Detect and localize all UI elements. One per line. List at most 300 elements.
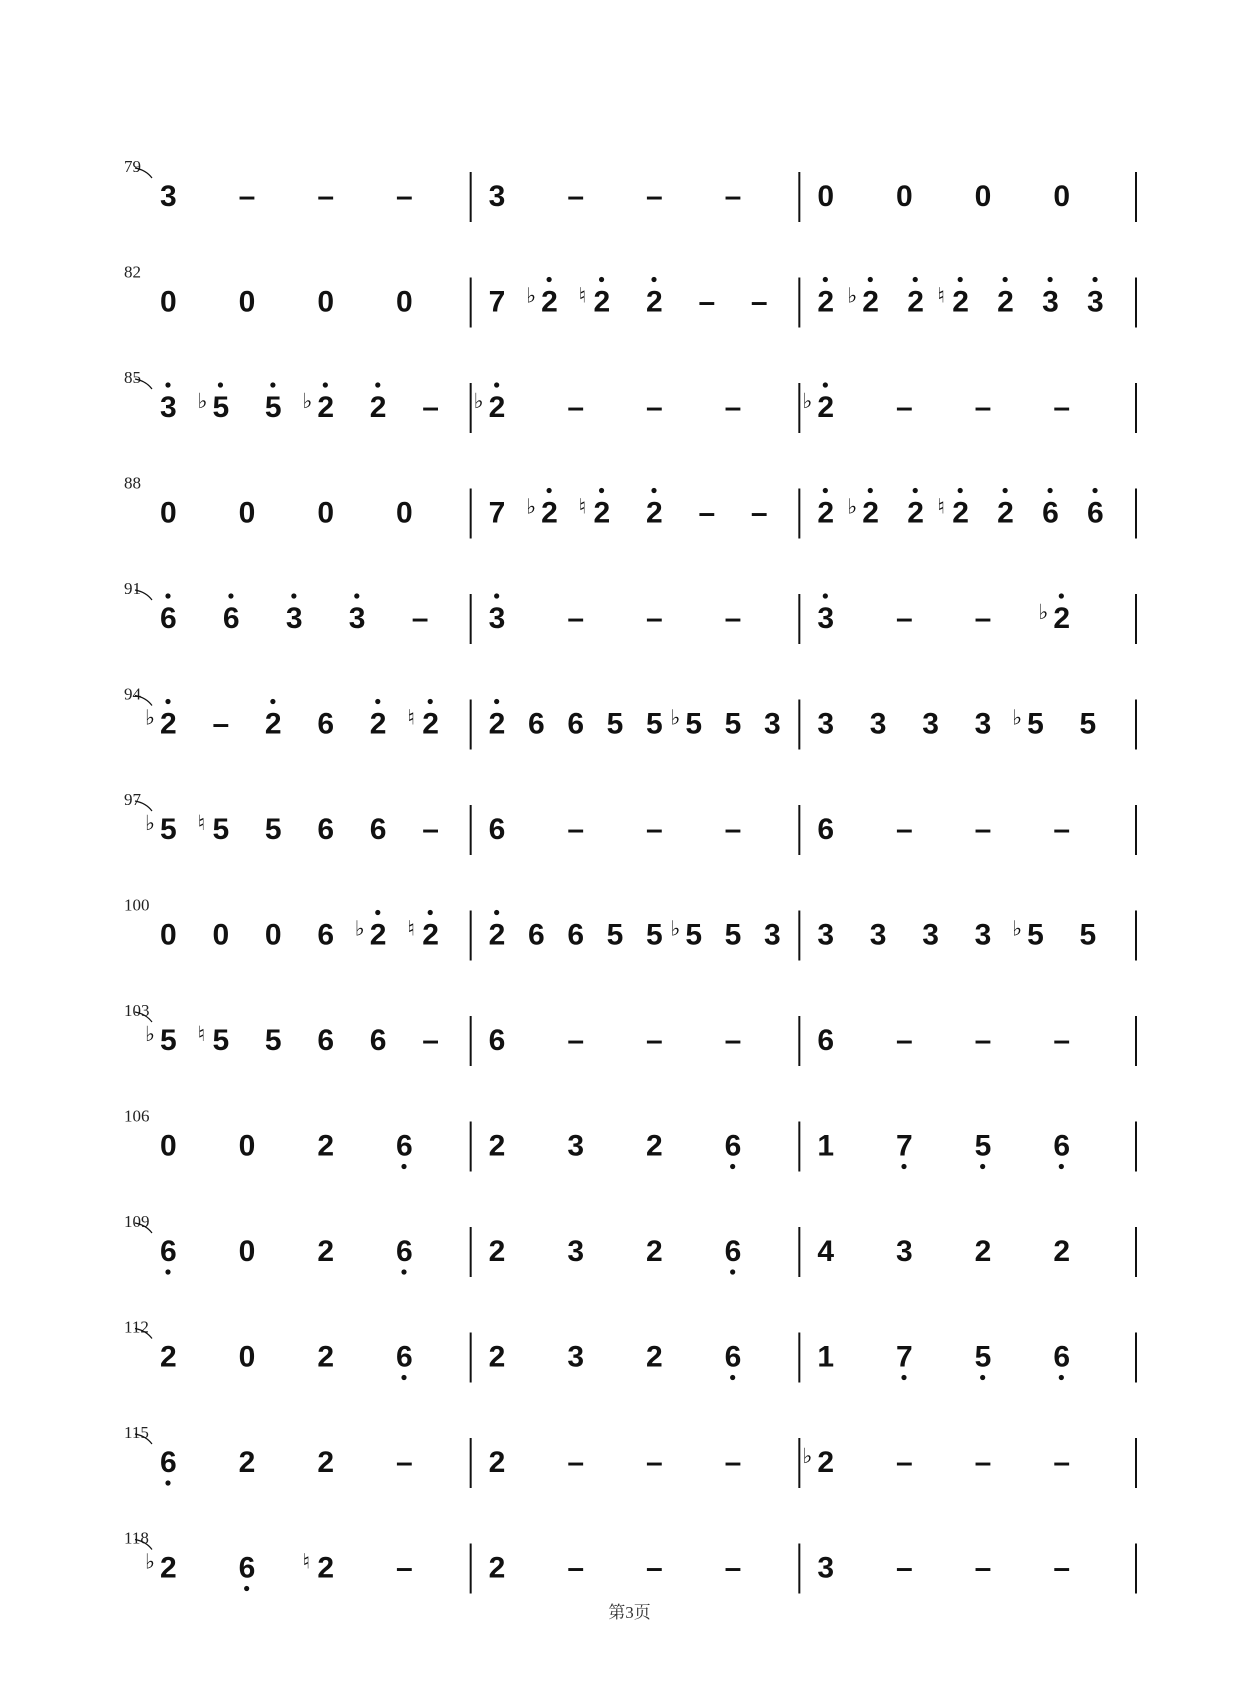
flat-accidental: ♭ — [670, 916, 681, 941]
note: 1 — [817, 1129, 835, 1163]
note: 2 — [317, 1129, 335, 1163]
note: 5 — [264, 391, 282, 424]
note: 2 — [646, 496, 663, 530]
octave-dot-high — [1003, 277, 1008, 282]
note: 3 — [817, 707, 835, 741]
measure-number: 82 — [124, 262, 141, 282]
note: 3 — [764, 918, 781, 952]
note: 2 — [160, 1340, 177, 1374]
octave-dot-low — [1059, 1375, 1064, 1380]
sustain-dash: – — [422, 1024, 439, 1057]
note: 2 — [238, 1446, 256, 1479]
note: 2 — [646, 1340, 663, 1374]
note: 0 — [817, 180, 835, 213]
sustain-dash: – — [896, 1551, 913, 1585]
measure-number: 88 — [124, 473, 141, 493]
natural-accidental: ♮ — [578, 494, 587, 519]
octave-dot-low — [401, 1375, 406, 1380]
sustain-dash: – — [567, 180, 585, 213]
octave-dot-high — [958, 488, 963, 493]
octave-dot-low — [901, 1164, 906, 1169]
sustain-dash: – — [1053, 1551, 1071, 1585]
note: 5 — [160, 813, 177, 846]
note: 3 — [974, 707, 992, 741]
note: 2 — [907, 496, 924, 530]
note: 6 — [160, 1446, 177, 1479]
octave-dot-high — [270, 699, 275, 704]
sustain-dash: – — [396, 1551, 413, 1585]
octave-dot-high — [823, 488, 828, 493]
octave-dot-high — [494, 593, 499, 598]
note: 3 — [567, 1340, 585, 1374]
measure-number: 106 — [124, 1106, 150, 1126]
note: 2 — [317, 391, 335, 424]
octave-dot-high — [165, 382, 170, 387]
flat-accidental: ♭ — [354, 916, 365, 941]
sustain-dash: – — [1053, 391, 1071, 424]
note: 0 — [238, 1340, 256, 1374]
note: 5 — [724, 918, 742, 952]
sustain-dash: – — [896, 1446, 913, 1479]
note: 2 — [997, 285, 1014, 319]
note: 5 — [1027, 918, 1044, 952]
octave-dot-low — [901, 1375, 906, 1380]
note: 4 — [817, 1235, 835, 1268]
flat-accidental: ♭ — [847, 494, 858, 519]
note: 6 — [369, 813, 387, 846]
note: 2 — [593, 496, 611, 530]
note: 5 — [264, 813, 282, 846]
note: 2 — [541, 285, 558, 319]
sustain-dash: – — [974, 813, 992, 846]
note: 2 — [160, 1551, 177, 1585]
note: 2 — [952, 496, 969, 530]
measure-number: 97 — [124, 790, 141, 809]
note: 2 — [488, 391, 506, 424]
note: 5 — [685, 918, 703, 952]
note: 2 — [317, 1340, 335, 1374]
sustain-dash: – — [422, 391, 439, 424]
note: 6 — [528, 707, 545, 741]
sustain-dash: – — [724, 602, 742, 635]
octave-dot-high — [428, 910, 433, 915]
note: 5 — [212, 813, 230, 846]
measure-number: 94 — [124, 684, 141, 704]
note: 2 — [646, 1129, 663, 1163]
flat-accidental: ♭ — [145, 1022, 155, 1046]
note: 2 — [422, 918, 439, 952]
sustain-dash: – — [974, 1551, 992, 1585]
flat-accidental: ♭ — [1012, 916, 1023, 941]
note: 2 — [541, 496, 558, 530]
sustain-dash: – — [750, 496, 768, 530]
note: 3 — [1042, 285, 1059, 319]
measure-number: 100 — [124, 895, 150, 915]
octave-dot-low — [980, 1375, 985, 1380]
octave-dot-high — [651, 488, 656, 493]
note: 6 — [1053, 1340, 1071, 1374]
sustain-dash: – — [646, 1446, 663, 1479]
octave-dot-low — [401, 1269, 406, 1274]
sustain-dash: – — [396, 180, 413, 213]
sustain-dash: – — [724, 1024, 742, 1057]
sustain-dash: – — [646, 813, 663, 846]
note: 0 — [238, 1129, 256, 1163]
sustain-dash: – — [646, 602, 663, 635]
note: 6 — [1087, 496, 1104, 530]
octave-dot-high — [651, 277, 656, 282]
note: 6 — [160, 1235, 177, 1268]
sustain-dash: – — [724, 391, 742, 424]
note: 7 — [488, 285, 506, 319]
sustain-dash: – — [567, 1551, 585, 1585]
flat-accidental: ♭ — [847, 283, 858, 308]
note: 2 — [160, 707, 177, 741]
note: 2 — [974, 1235, 992, 1268]
octave-dot-high — [494, 382, 499, 387]
sustain-dash: – — [1053, 1446, 1071, 1479]
octave-dot-high — [823, 382, 828, 387]
note: 2 — [488, 1551, 506, 1585]
sustain-dash: – — [724, 1446, 742, 1479]
note: 5 — [606, 918, 624, 952]
octave-dot-low — [401, 1164, 406, 1169]
note: 2 — [997, 496, 1014, 530]
natural-accidental: ♮ — [407, 916, 415, 941]
natural-accidental: ♮ — [197, 811, 205, 835]
note: 0 — [238, 496, 256, 530]
note: 2 — [264, 707, 282, 741]
measure-number: 91 — [124, 579, 141, 598]
flat-accidental: ♭ — [1012, 705, 1023, 730]
sustain-dash: – — [896, 1024, 913, 1057]
sustain-dash: – — [1053, 1024, 1071, 1057]
note: 3 — [567, 1235, 585, 1268]
note: 2 — [369, 707, 387, 741]
octave-dot-high — [823, 277, 828, 282]
sustain-dash: – — [974, 602, 992, 635]
natural-accidental: ♮ — [407, 705, 415, 730]
flat-accidental: ♭ — [145, 811, 155, 835]
octave-dot-high — [1059, 593, 1064, 598]
flat-accidental: ♭ — [526, 283, 537, 308]
octave-dot-high — [913, 488, 918, 493]
note: 2 — [422, 707, 439, 741]
octave-dot-high — [375, 910, 380, 915]
note: 2 — [907, 285, 924, 319]
sustain-dash: – — [974, 1024, 992, 1057]
octave-dot-low — [980, 1164, 985, 1169]
note: 3 — [869, 918, 887, 952]
note: 6 — [567, 707, 585, 741]
sustain-dash: – — [212, 707, 230, 741]
note: 0 — [1053, 180, 1071, 213]
note: 2 — [646, 285, 663, 319]
note: 5 — [646, 918, 663, 952]
octave-dot-high — [599, 277, 604, 282]
note: 0 — [396, 496, 413, 530]
flat-accidental: ♭ — [302, 389, 313, 413]
note: 3 — [922, 918, 939, 952]
note: 0 — [160, 918, 177, 952]
natural-accidental: ♮ — [302, 1549, 310, 1574]
flat-accidental: ♭ — [1038, 600, 1049, 624]
note: 5 — [685, 707, 703, 741]
note: 2 — [862, 496, 879, 530]
note: 0 — [396, 285, 413, 319]
flat-accidental: ♭ — [802, 389, 813, 413]
sustain-dash: – — [1053, 813, 1071, 846]
sustain-dash: – — [317, 180, 335, 213]
octave-dot-low — [730, 1375, 735, 1380]
note: 7 — [896, 1340, 913, 1374]
natural-accidental: ♮ — [937, 494, 945, 519]
sustain-dash: – — [646, 180, 663, 213]
octave-dot-high — [958, 277, 963, 282]
note: 2 — [317, 1446, 335, 1479]
note: 5 — [264, 1024, 282, 1057]
note: 3 — [817, 1551, 835, 1585]
note: 3 — [285, 602, 303, 635]
sustain-dash: – — [567, 1024, 585, 1057]
note: 6 — [817, 813, 835, 846]
measure-number: 112 — [124, 1317, 149, 1337]
note: 5 — [724, 707, 742, 741]
note: 5 — [646, 707, 663, 741]
octave-dot-high — [547, 277, 552, 282]
note: 6 — [396, 1235, 413, 1268]
note: 5 — [212, 1024, 230, 1057]
octave-dot-high — [1047, 488, 1052, 493]
sustain-dash: – — [974, 1446, 992, 1479]
note: 0 — [317, 285, 335, 319]
sustain-dash: – — [646, 1551, 663, 1585]
note: 2 — [317, 1235, 335, 1268]
note: 2 — [369, 391, 387, 424]
note: 6 — [488, 813, 506, 846]
octave-dot-high — [868, 277, 873, 282]
octave-dot-high — [228, 593, 233, 598]
note: 0 — [160, 285, 177, 319]
sustain-dash: – — [724, 813, 742, 846]
note: 6 — [817, 1024, 835, 1057]
octave-dot-high — [1092, 277, 1097, 282]
note: 6 — [724, 1129, 742, 1163]
octave-dot-low — [730, 1269, 735, 1274]
note: 0 — [317, 496, 335, 530]
octave-dot-high — [375, 699, 380, 704]
flat-accidental: ♭ — [197, 389, 208, 413]
sustain-dash: – — [567, 1446, 585, 1479]
sustain-dash: – — [896, 813, 913, 846]
measure-number: 109 — [124, 1212, 150, 1231]
note: 3 — [974, 918, 992, 952]
sustain-dash: – — [567, 391, 585, 424]
flat-accidental: ♭ — [670, 705, 681, 730]
octave-dot-low — [244, 1586, 249, 1591]
sustain-dash: – — [698, 285, 716, 319]
note: 2 — [488, 707, 506, 741]
note: 0 — [896, 180, 913, 213]
octave-dot-low — [165, 1269, 170, 1274]
sustain-dash: – — [238, 180, 256, 213]
note: 3 — [922, 707, 939, 741]
octave-dot-high — [291, 593, 296, 598]
octave-dot-high — [323, 382, 328, 387]
octave-dot-high — [547, 488, 552, 493]
natural-accidental: ♮ — [937, 283, 945, 308]
note: 7 — [488, 496, 506, 530]
measure-number: 79 — [124, 157, 141, 176]
note: 3 — [817, 918, 835, 952]
note: 3 — [488, 602, 506, 635]
note: 3 — [348, 602, 366, 635]
note: 6 — [396, 1129, 413, 1163]
note: 2 — [817, 285, 835, 319]
note: 6 — [1053, 1129, 1071, 1163]
note: 2 — [488, 1129, 506, 1163]
note: 3 — [488, 180, 506, 213]
sustain-dash: – — [411, 602, 429, 635]
octave-dot-high — [599, 488, 604, 493]
sustain-dash: – — [567, 602, 585, 635]
flat-accidental: ♭ — [145, 1549, 155, 1574]
octave-dot-high — [354, 593, 359, 598]
note: 6 — [567, 918, 585, 952]
note: 6 — [317, 1024, 335, 1057]
octave-dot-high — [913, 277, 918, 282]
note: 0 — [974, 180, 992, 213]
flat-accidental: ♭ — [802, 1444, 813, 1468]
note: 6 — [369, 1024, 387, 1057]
natural-accidental: ♮ — [197, 1022, 205, 1046]
octave-dot-high — [165, 593, 170, 598]
note: 3 — [567, 1129, 585, 1163]
note: 5 — [1027, 707, 1044, 741]
note: 2 — [488, 918, 506, 952]
octave-dot-high — [428, 699, 433, 704]
sustain-dash: – — [724, 180, 742, 213]
note: 5 — [1079, 707, 1097, 741]
sustain-dash: – — [896, 391, 913, 424]
octave-dot-low — [165, 1480, 170, 1485]
octave-dot-high — [218, 382, 223, 387]
note: 0 — [212, 918, 230, 952]
note: 3 — [160, 391, 177, 424]
flat-accidental: ♭ — [526, 494, 537, 519]
note: 1 — [817, 1340, 835, 1374]
note: 5 — [212, 391, 230, 424]
sustain-dash: – — [422, 813, 439, 846]
note: 6 — [317, 813, 335, 846]
sustain-dash: – — [896, 602, 913, 635]
note: 5 — [974, 1129, 992, 1163]
note: 2 — [646, 1235, 663, 1268]
sustain-dash: – — [646, 1024, 663, 1057]
note: 6 — [488, 1024, 506, 1057]
octave-dot-low — [1059, 1164, 1064, 1169]
flat-accidental: ♭ — [145, 705, 155, 730]
note: 2 — [593, 285, 611, 319]
note: 6 — [528, 918, 545, 952]
note: 7 — [896, 1129, 913, 1163]
octave-dot-high — [494, 699, 499, 704]
sustain-dash: – — [698, 496, 716, 530]
octave-dot-high — [823, 593, 828, 598]
octave-dot-high — [1003, 488, 1008, 493]
octave-dot-high — [494, 910, 499, 915]
octave-dot-high — [868, 488, 873, 493]
note: 6 — [317, 918, 335, 952]
sustain-dash: – — [646, 391, 663, 424]
octave-dot-low — [730, 1164, 735, 1169]
note: 2 — [488, 1446, 506, 1479]
note: 2 — [1053, 1235, 1071, 1268]
note: 6 — [160, 602, 177, 635]
octave-dot-high — [1047, 277, 1052, 282]
octave-dot-high — [165, 699, 170, 704]
note: 6 — [1042, 496, 1059, 530]
note: 6 — [724, 1235, 742, 1268]
sustain-dash: – — [750, 285, 768, 319]
note: 3 — [817, 602, 835, 635]
note: 0 — [238, 285, 256, 319]
note: 3 — [869, 707, 887, 741]
note: 6 — [238, 1551, 256, 1585]
note: 6 — [317, 707, 335, 741]
note: 0 — [264, 918, 282, 952]
note: 2 — [817, 496, 835, 530]
note: 0 — [160, 496, 177, 530]
note: 2 — [952, 285, 969, 319]
page-footer: 第3页 — [608, 1603, 651, 1622]
measure-number: 85 — [124, 368, 141, 387]
measure-number: 103 — [124, 1001, 150, 1020]
octave-dot-high — [1092, 488, 1097, 493]
note: 2 — [488, 1340, 506, 1374]
note: 0 — [160, 1129, 177, 1163]
note: 3 — [160, 180, 177, 213]
measure-number: 118 — [124, 1528, 149, 1548]
note: 2 — [488, 1235, 506, 1268]
note: 3 — [896, 1235, 913, 1268]
note: 3 — [1087, 285, 1104, 319]
note: 3 — [764, 707, 781, 741]
sustain-dash: – — [974, 391, 992, 424]
note: 5 — [606, 707, 624, 741]
note: 5 — [1079, 918, 1097, 952]
sustain-dash: – — [567, 813, 585, 846]
note: 2 — [817, 1446, 835, 1479]
sustain-dash: – — [724, 1551, 742, 1585]
octave-dot-high — [270, 382, 275, 387]
note: 2 — [369, 918, 387, 952]
note: 5 — [160, 1024, 177, 1057]
octave-dot-high — [375, 382, 380, 387]
sustain-dash: – — [396, 1446, 413, 1479]
note: 2 — [817, 391, 835, 424]
note: 6 — [724, 1340, 742, 1374]
note: 0 — [238, 1235, 256, 1268]
note: 2 — [862, 285, 879, 319]
flat-accidental: ♭ — [473, 389, 484, 413]
note: 5 — [974, 1340, 992, 1374]
natural-accidental: ♮ — [578, 283, 587, 308]
note: 6 — [396, 1340, 413, 1374]
note: 2 — [1053, 602, 1071, 635]
measure-number: 115 — [124, 1423, 149, 1442]
note: 6 — [222, 602, 240, 635]
